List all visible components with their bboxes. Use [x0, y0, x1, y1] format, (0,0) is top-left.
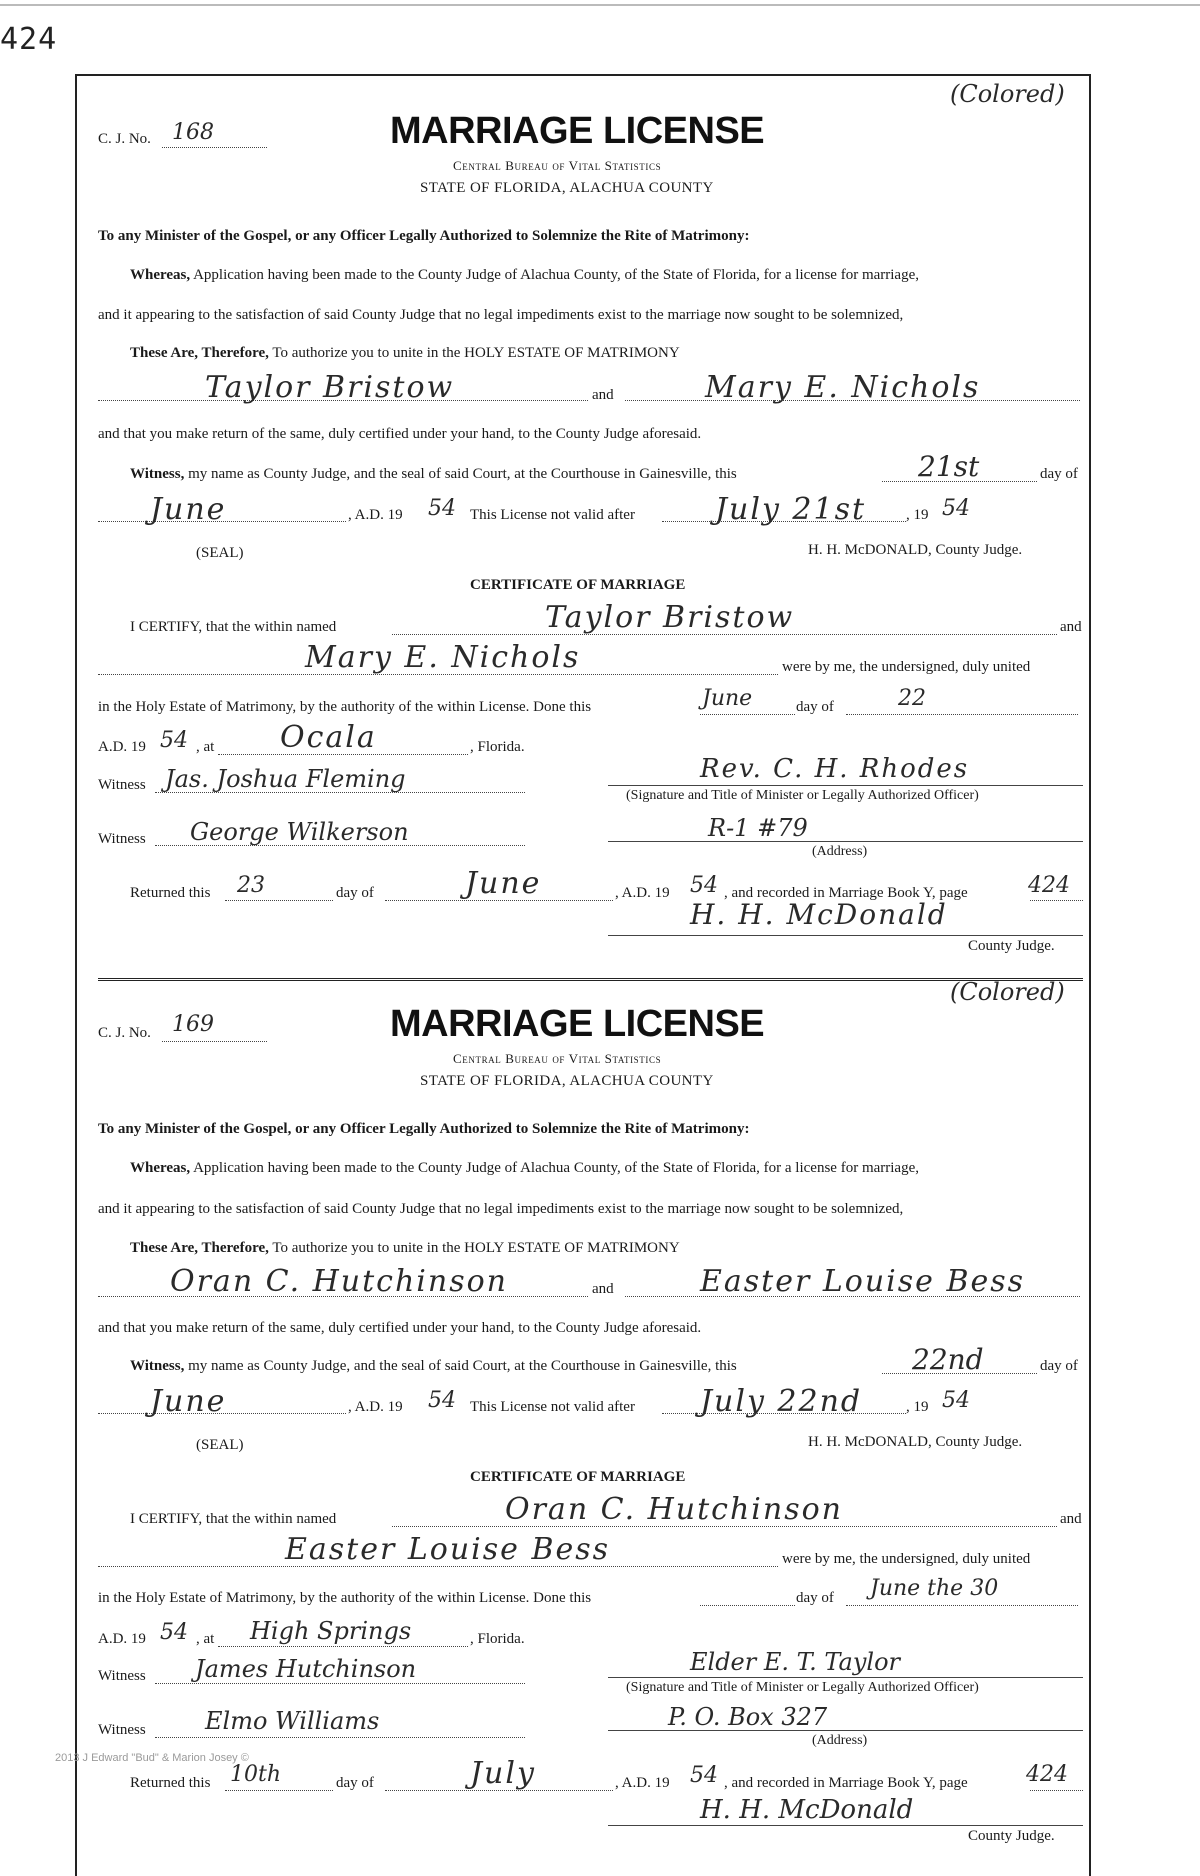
license-title: MARRIAGE LICENSE — [390, 110, 765, 152]
bride-name: Easter Louise Bess — [700, 1264, 1026, 1299]
done-day-of-label: day of — [796, 699, 834, 715]
license-year: 54 — [428, 1388, 456, 1413]
florida-label: , Florida. — [470, 739, 525, 755]
judge-name: H. H. McDONALD, County Judge. — [808, 542, 1023, 558]
return-line: and that you make return of the same, duly certified under your hand, to the County Judge aforesaid. — [98, 426, 702, 442]
address-line: To any Minister of the Gospel, or any Officer Legally Authorized to Solemnize the Rite of Matrimony: — [98, 1121, 750, 1137]
returned-day-of: day of — [336, 885, 374, 901]
at-label: , at — [196, 1631, 215, 1647]
book-page: 424 — [1026, 1762, 1068, 1787]
returned-label: Returned this — [130, 1775, 211, 1791]
witness2-name: George Wilkerson — [190, 818, 409, 846]
valid-19-label: , 19 — [906, 1399, 929, 1415]
were-by-me-label: were by me, the undersigned, duly united — [782, 1551, 1031, 1567]
cert-bride: Easter Louise Bess — [285, 1532, 611, 1567]
cert-and-label: and — [1060, 619, 1082, 635]
returned-year: 54 — [690, 1763, 718, 1788]
done-day-of-label: day of — [796, 1590, 834, 1606]
judge-signature: H. H. McDonald — [690, 898, 948, 931]
address-caption: (Address) — [812, 1733, 868, 1748]
whereas-line: Whereas, Application having been made to the County Judge of Alachua County, of the State of Florida, for a license for marriage, — [130, 1160, 919, 1176]
sig-caption: (Signature and Title of Minister or Legally Authorized Officer) — [626, 788, 979, 803]
minister-signature: Rev. C. H. Rhodes — [700, 754, 970, 784]
cj-no-value: 169 — [172, 1012, 214, 1037]
witness2-name: Elmo Williams — [205, 1707, 380, 1735]
holy-estate-label: in the Holy Estate of Matrimony, by the authority of the within License. Done this — [98, 699, 592, 715]
license-divider — [98, 978, 1083, 981]
appearing-line: and it appearing to the satisfaction of said County Judge that no legal impediments exist to the marriage now sought to be solemnized, — [98, 307, 904, 323]
valid-year: 54 — [942, 1388, 970, 1413]
license-month: June — [150, 1384, 227, 1419]
witness1-name: Jas. Joshua Fleming — [165, 765, 406, 793]
cert-ad-label: A.D. 19 — [98, 1631, 146, 1647]
florida-label: , Florida. — [470, 1631, 525, 1647]
done-month: 22 — [898, 686, 926, 711]
page-number: 424 — [0, 22, 58, 57]
minister-address: R-1 #79 — [708, 814, 808, 842]
cert-and-label: and — [1060, 1511, 1082, 1527]
certificate-title: CERTIFICATE OF MARRIAGE — [470, 1469, 686, 1485]
state-county: STATE OF FLORIDA, ALACHUA COUNTY — [420, 180, 714, 196]
recorded-tail: , and recorded in Marriage Book Y, page — [724, 1775, 968, 1791]
returned-day: 10th — [230, 1762, 282, 1787]
bureau-name: Central Bureau of Vital Statistics — [453, 158, 662, 173]
done-month: June the 30 — [870, 1576, 999, 1601]
book-page: 424 — [1028, 873, 1070, 898]
ad-label: , A.D. 19 — [348, 1399, 403, 1415]
groom-name: Oran C. Hutchinson — [170, 1264, 508, 1299]
were-by-me-label: were by me, the undersigned, duly united — [782, 659, 1031, 675]
address-line: To any Minister of the Gospel, or any Officer Legally Authorized to Solemnize the Rite of Matrimony: — [98, 228, 750, 244]
colored-note: (Colored) — [950, 978, 1065, 1006]
minister-signature: Elder E. T. Taylor — [690, 1648, 900, 1676]
day-of-label: day of — [1040, 466, 1078, 482]
returned-year: 54 — [690, 873, 718, 898]
recorded-tail: , and recorded in Marriage Book Y, page — [724, 885, 968, 901]
recorded-ad: , A.D. 19 — [615, 1775, 670, 1791]
certify-label: I CERTIFY, that the within named — [130, 619, 337, 635]
return-line: and that you make return of the same, duly certified under your hand, to the County Judge aforesaid. — [98, 1320, 702, 1336]
cert-year: 54 — [160, 1620, 188, 1645]
cert-ad-label: A.D. 19 — [98, 739, 146, 755]
appearing-line: and it appearing to the satisfaction of said County Judge that no legal impediments exist to the marriage now sought to be solemnized, — [98, 1201, 904, 1217]
certify-label: I CERTIFY, that the within named — [130, 1511, 337, 1527]
valid-until: July 21st — [715, 492, 867, 527]
returned-day: 23 — [237, 873, 265, 898]
witness-day: 21st — [918, 450, 980, 483]
seal-label: (SEAL) — [196, 1437, 244, 1453]
these-are-line: These Are, Therefore, To authorize you to unite in the HOLY ESTATE OF MATRIMONY — [130, 1240, 680, 1256]
returned-month: July — [470, 1756, 536, 1791]
bride-name: Mary E. Nichols — [705, 370, 981, 405]
cert-bride: Mary E. Nichols — [305, 640, 581, 675]
state-county: STATE OF FLORIDA, ALACHUA COUNTY — [420, 1073, 714, 1089]
cert-groom: Taylor Bristow — [545, 600, 795, 635]
witness2-label: Witness — [98, 831, 146, 847]
witness-day: 22nd — [912, 1343, 984, 1376]
witness2-label: Witness — [98, 1722, 146, 1738]
whereas-line: Whereas, Application having been made to the County Judge of Alachua County, of the State of Florida, for a license for marriage, — [130, 267, 919, 283]
sig-caption: (Signature and Title of Minister or Legally Authorized Officer) — [626, 1680, 979, 1695]
groom-name: Taylor Bristow — [205, 370, 455, 405]
returned-day-of: day of — [336, 1775, 374, 1791]
county-judge-label: County Judge. — [968, 938, 1055, 954]
license-month: June — [150, 492, 227, 527]
done-day: June — [702, 686, 753, 711]
ad-label: , A.D. 19 — [348, 507, 403, 523]
county-judge-label: County Judge. — [968, 1828, 1055, 1844]
license-title: MARRIAGE LICENSE — [390, 1003, 765, 1045]
copyright-watermark: 2013 J Edward "Bud" & Marion Josey © — [55, 1752, 249, 1764]
cj-no-value: 168 — [172, 120, 214, 145]
cert-place: Ocala — [280, 720, 377, 755]
at-label: , at — [196, 739, 215, 755]
valid-year: 54 — [942, 496, 970, 521]
cj-no-label: C. J. No. — [98, 1025, 151, 1041]
license-year: 54 — [428, 496, 456, 521]
judge-name: H. H. McDONALD, County Judge. — [808, 1434, 1023, 1450]
valid-until: July 22nd — [700, 1384, 863, 1419]
not-valid-label: This License not valid after — [470, 1399, 635, 1415]
cert-year: 54 — [160, 728, 188, 753]
colored-note: (Colored) — [950, 80, 1065, 108]
address-caption: (Address) — [812, 844, 868, 859]
valid-19-label: , 19 — [906, 507, 929, 523]
page-top-rule — [0, 4, 1200, 6]
judge-signature: H. H. McDonald — [700, 1795, 914, 1825]
cj-no-label: C. J. No. — [98, 131, 151, 147]
bureau-name: Central Bureau of Vital Statistics — [453, 1051, 662, 1066]
and-label: and — [592, 1281, 614, 1297]
and-label: and — [592, 387, 614, 403]
these-are-line: These Are, Therefore, To authorize you to unite in the HOLY ESTATE OF MATRIMONY — [130, 345, 680, 361]
recorded-ad: , A.D. 19 — [615, 885, 670, 901]
witness1-label: Witness — [98, 777, 146, 793]
witness1-name: James Hutchinson — [195, 1655, 417, 1683]
witness1-label: Witness — [98, 1668, 146, 1684]
witness-line: Witness, my name as County Judge, and the seal of said Court, at the Courthouse in Gainesville, this — [130, 466, 737, 482]
returned-label: Returned this — [130, 885, 211, 901]
witness-line: Witness, my name as County Judge, and the seal of said Court, at the Courthouse in Gainesville, this — [130, 1358, 737, 1374]
cert-place: High Springs — [250, 1617, 412, 1645]
day-of-label: day of — [1040, 1358, 1078, 1374]
seal-label: (SEAL) — [196, 545, 244, 561]
holy-estate-label: in the Holy Estate of Matrimony, by the authority of the within License. Done this — [98, 1590, 592, 1606]
returned-month: June — [465, 866, 542, 901]
certificate-title: CERTIFICATE OF MARRIAGE — [470, 577, 686, 593]
cert-groom: Oran C. Hutchinson — [505, 1492, 843, 1527]
not-valid-label: This License not valid after — [470, 507, 635, 523]
minister-address: P. O. Box 327 — [668, 1703, 828, 1731]
